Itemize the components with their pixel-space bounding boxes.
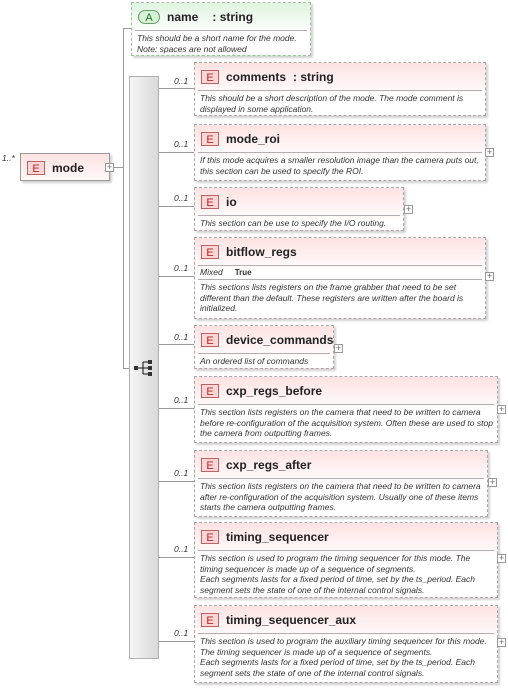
expand-toggle-cxp-regs-after[interactable]: + <box>489 477 496 487</box>
expand-toggle-io[interactable]: + <box>405 204 412 214</box>
attr-connector-h <box>123 28 131 29</box>
element-description: If this mode acquires a smaller resolution image than the camera puts out, this section can be used to specify the ROI. <box>200 155 479 176</box>
separator <box>198 353 330 354</box>
element-timing-sequencer-aux[interactable] <box>194 605 498 683</box>
expand-toggle-mode-roi[interactable]: + <box>486 147 493 157</box>
occurrence-bitflow-regs: 0..1 <box>174 263 189 273</box>
element-type: : string <box>293 70 334 84</box>
separator <box>198 404 494 405</box>
element-description: This section is used to program the timing sequencer for this mode. The timing sequencer is made up of a sequence of segments. Each segments lasts for a fixed period of time, set by the ts_period. Each segment sets the state of one of the internal control signals. <box>200 553 475 595</box>
element-icon: E <box>201 530 219 544</box>
element-mode-roi[interactable] <box>194 124 486 181</box>
element-name: cxp_regs_before <box>226 384 323 398</box>
expand-toggle-mode[interactable]: + <box>106 162 113 172</box>
element-bitflow-regs[interactable] <box>194 237 486 319</box>
expand-toggle-timing-sequencer[interactable]: + <box>498 553 505 563</box>
element-description: This should be a short description of the mode. The mode comment is displayed in some application. <box>200 93 464 114</box>
mixed-label: Mixed <box>200 267 223 277</box>
branch-line <box>158 408 194 409</box>
attribute-name-box[interactable] <box>131 2 311 56</box>
element-mode[interactable] <box>20 153 110 181</box>
element-description: This sections lists registers on the frame grabber that need to be set different than the default. These registers are written after the board is initialized. <box>200 282 464 313</box>
element-icon: E <box>201 132 219 146</box>
branch-line <box>158 206 194 207</box>
element-cxp-regs-before[interactable] <box>194 376 498 443</box>
separator <box>135 30 307 31</box>
element-description: An ordered list of commands <box>200 356 309 366</box>
element-description: This section lists registers on the camera that need to be written to camera after re-configuration of the acquisition system. Usually one of these items starts the camera outputting frames. <box>200 481 481 512</box>
element-device-commands[interactable] <box>194 325 334 369</box>
branch-line <box>158 88 194 89</box>
mixed-attribute <box>200 267 252 277</box>
attribute-name: name <box>167 10 199 24</box>
mixed-value: True <box>234 268 252 277</box>
separator <box>198 90 482 91</box>
separator <box>198 215 400 216</box>
element-name: timing_sequencer_aux <box>226 613 357 627</box>
element-io[interactable] <box>194 187 404 231</box>
root-occurrence: 1..* <box>2 153 15 163</box>
element-name: device_commands <box>226 333 334 347</box>
element-description: This section lists registers on the camera that need to be written to camera before re-configuration of the acquisition system. Often these are used to stop the camera from outputting frames. <box>200 407 493 438</box>
expand-toggle-device-commands[interactable]: + <box>335 343 342 353</box>
occurrence-timing-sequencer-aux: 0..1 <box>174 628 189 638</box>
occurrence-cxp-regs-after: 0..1 <box>174 468 189 478</box>
element-icon: E <box>201 195 219 209</box>
element-timing-sequencer[interactable] <box>194 522 498 598</box>
element-description: This section is used to program the auxiliary timing sequencer for this mode. The timing sequencer is made up of a sequence of segments. Each segments lasts for a fixed period of time, set by the ts_period. Each segment sets the state of one of the internal control signals. <box>200 636 487 678</box>
separator <box>198 152 482 153</box>
expand-toggle-cxp-regs-before[interactable]: + <box>498 404 505 414</box>
element-icon: E <box>201 613 219 627</box>
branch-line <box>158 344 194 345</box>
expand-toggle-timing-sequencer-aux[interactable]: + <box>498 637 505 647</box>
separator <box>198 633 494 634</box>
separator <box>198 265 482 266</box>
branch-line <box>158 557 194 558</box>
separator <box>198 478 484 479</box>
attribute-type: : string <box>212 10 254 24</box>
expand-toggle-bitflow-regs[interactable]: + <box>486 271 493 281</box>
occurrence-cxp-regs-before: 0..1 <box>174 395 189 405</box>
element-cxp-regs-after[interactable] <box>194 450 488 517</box>
element-comments[interactable] <box>194 62 486 116</box>
separator <box>198 279 482 280</box>
occurrence-device-commands: 0..1 <box>174 332 189 342</box>
element-name: timing_sequencer <box>226 530 329 544</box>
attribute-description: This should be a short name for the mode. Note: spaces are not allowed <box>137 33 297 54</box>
attribute-icon: A <box>138 10 160 24</box>
element-name: mode_roi <box>226 132 281 146</box>
occurrence-timing-sequencer: 0..1 <box>174 544 189 554</box>
element-icon: E <box>201 458 219 472</box>
element-name: io <box>226 195 237 209</box>
element-name: mode <box>52 161 85 175</box>
element-icon: E <box>201 70 219 84</box>
element-icon: E <box>27 161 45 175</box>
occurrence-io: 0..1 <box>174 193 189 203</box>
element-icon: E <box>201 333 219 347</box>
element-description: This section can be use to specify the I/O routing. <box>200 218 387 228</box>
branch-line <box>158 641 194 642</box>
branch-line <box>158 152 194 153</box>
element-icon: E <box>201 384 219 398</box>
separator <box>198 550 494 551</box>
occurrence-mode-roi: 0..1 <box>174 139 189 149</box>
sequence-compositor-icon <box>134 360 154 376</box>
element-name: comments <box>226 70 287 84</box>
occurrence-comments: 0..1 <box>174 76 189 86</box>
element-name: cxp_regs_after <box>226 458 312 472</box>
branch-line <box>158 276 194 277</box>
trunk-vertical <box>123 28 124 368</box>
branch-line <box>158 481 194 482</box>
element-icon: E <box>201 245 219 259</box>
element-name: bitflow_regs <box>226 245 297 259</box>
